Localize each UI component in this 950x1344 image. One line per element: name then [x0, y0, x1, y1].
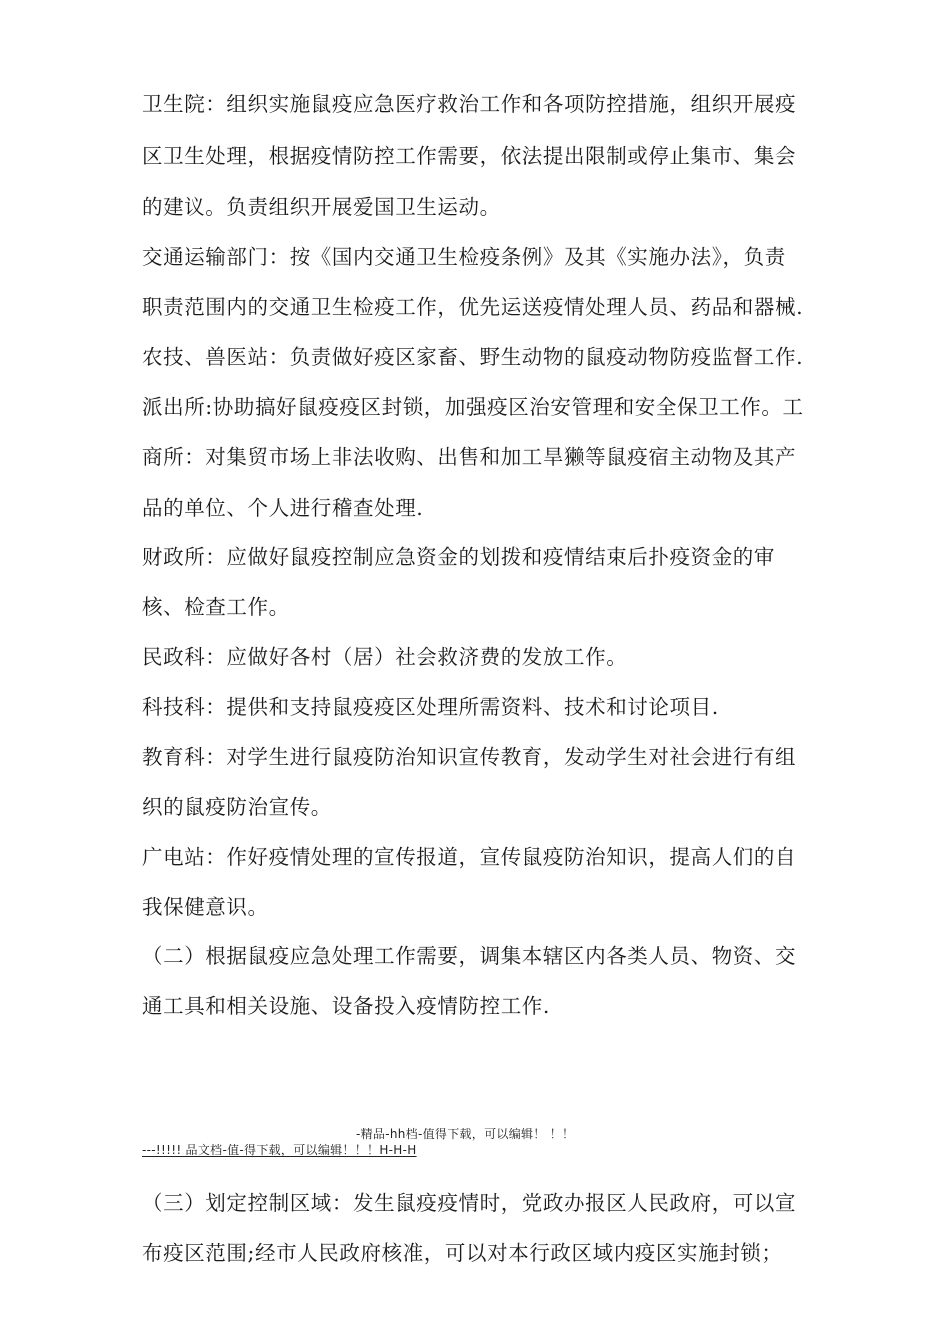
body-line: 职责范围内的交通卫生检疫工作，优先运送疫情处理人员、药品和器械. — [142, 295, 804, 319]
body-line: 财政所：应做好鼠疫控制应急资金的划拨和疫情结束后扑疫资金的审 — [142, 545, 775, 569]
footer-watermark-top: -精品-hh档-值得下载，可以编辑！ ！！ — [356, 1127, 575, 1141]
body-line: 的建议。负责组织开展爱国卫生运动。 — [142, 195, 501, 219]
footer-watermark-bottom: ---!!!!! 品文档-值-得下载，可以编辑！！！H-H-H — [142, 1143, 417, 1157]
body-line: 广电站：作好疫情处理的宣传报道，宣传鼠疫防治知识，提高人们的自 — [142, 845, 797, 869]
continuation-line: （三）划定控制区域：发生鼠疫疫情时，党政办报区人民政府，可以宣 — [142, 1191, 797, 1215]
body-line: 织的鼠疫防治宣传。 — [142, 795, 332, 819]
body-line: 我保健意识。 — [142, 895, 269, 919]
body-line: 交通运输部门：按《国内交通卫生检疫条例》及其《实施办法》，负责 — [142, 245, 786, 269]
body-line: 区卫生处理，根据疫情防控工作需要，依法提出限制或停止集市、集会 — [142, 144, 797, 168]
body-line: 卫生院：组织实施鼠疫应急医疗救治工作和各项防控措施，组织开展疫 — [142, 92, 797, 116]
continuation-line: 布疫区范围;经市人民政府核准，可以对本行政区域内疫区实施封锁； — [142, 1241, 783, 1265]
body-line: 民政科：应做好各村（居）社会救济费的发放工作。 — [142, 645, 628, 669]
body-line: 科技科：提供和支持鼠疫疫区处理所需资料、技术和讨论项目. — [142, 695, 719, 719]
body-line: （二）根据鼠疫应急处理工作需要，调集本辖区内各类人员、物资、交 — [142, 944, 797, 968]
body-line: 品的单位、个人进行稽查处理. — [142, 496, 424, 520]
body-line: 通工具和相关设施、设备投入疫情防控工作. — [142, 994, 551, 1018]
body-line: 农技、兽医站：负责做好疫区家畜、野生动物的鼠疫动物防疫监督工作. — [142, 345, 804, 369]
body-line: 派出所:协助搞好鼠疫疫区封锁，加强疫区治安管理和安全保卫工作。工 — [142, 395, 804, 419]
body-line: 商所：对集贸市场上非法收购、出售和加工旱獭等鼠疫宿主动物及其产 — [142, 445, 797, 469]
body-line: 教育科：对学生进行鼠疫防治知识宣传教育，发动学生对社会进行有组 — [142, 745, 797, 769]
body-line: 核、检查工作。 — [142, 595, 290, 619]
